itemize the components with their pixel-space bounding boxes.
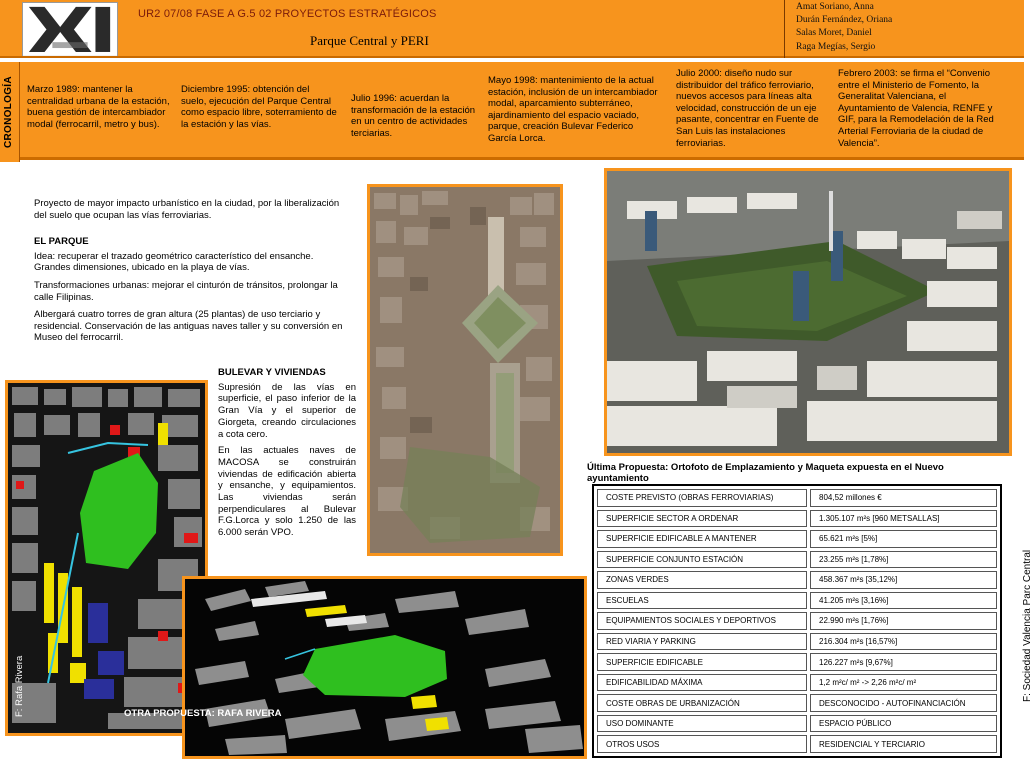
author-name: Durán Fernández, Oriana [796,15,893,26]
park-towers: Albergará cuatro torres de gran altura (25 plantas) de uso terciario y residencial. Conservación de las antiguas naves taller y su conversión en Museo del ferrocarril. [34,309,343,344]
data-table-body [597,489,997,753]
header [0,0,1024,58]
table-cell-value: 1,2 m²c/ m² -> 2,26 m²c/ m² [810,674,997,692]
table-row [597,489,997,507]
table-cell-label: ZONAS VERDES [597,571,807,589]
table-cell-value: ESPACIO PÚBLICO [810,715,997,733]
park-idea: Idea: recuperar el trazado geométrico característico del ensanche. Grandes dimensiones, ubicado en la playa de vías. [34,250,314,274]
boulevard-paragraph-1: Supresión de las vías en superficie, el paso inferior de la Gran Vía y el superior de Giorgeta, creando circulaciones a cota cero. [218,381,356,440]
table-cell-value: 458.367 m²s [35,12%] [810,571,997,589]
author-name: Salas Moret, Daniel [796,28,872,39]
timeline-label: CRONOLOGÍA [3,76,14,148]
render-3d-image [185,579,584,756]
timeline-band [0,60,1024,160]
model-photo [604,168,1012,456]
boulevard-paragraph-2: En las actuales naves de MACOSA se construirán viviendas de edificación abierta y ensanche, y equipamientos. Las viviendas serán perpendiculares al Bulevar F.G.Lorca y solo 1.250 de las 6.000 serán VPO. [218,445,356,539]
data-table-grid [594,486,1000,756]
author-name: Amat Soriano, Anna [796,2,874,12]
timeline-event-2003: Febrero 2003: se firma el “Convenio entre el Ministerio de Fomento, la Generalitat Valenciana, el Ayuntamiento de Valencia, RENFE y GIF, para la Remodelación de la Red Arterial Ferroviaria de la ciudad de Valencia”. [838,68,994,149]
park-heading: EL PARQUE [34,236,89,248]
table-cell-value: 1.305.107 m²s [960 METSALLAS] [810,510,997,528]
table-cell-label: SUPERFICIE SECTOR A ORDENAR [597,510,807,528]
table-cell-value: 41.205 m²s [3,16%] [810,592,997,610]
table-row [597,735,997,753]
table-cell-label: SUPERFICIE EDIFICABLE [597,653,807,671]
table-cell-value: 65.621 m²s [5%] [810,530,997,548]
table-cell-value: 22.990 m²s [1,76%] [810,612,997,630]
table-cell-label: COSTE PREVISTO (OBRAS FERROVIARIAS) [597,489,807,507]
table-row [597,694,997,712]
table-row [597,674,997,692]
table-cell-label: ESCUELAS [597,592,807,610]
table-cell-label: RED VIARIA Y PARKING [597,633,807,651]
photo-credit: F: Sociedad Valencia Parc Central [1022,549,1033,702]
table-cell-value: 804,52 millones € [810,489,997,507]
urban-data-table [592,484,1002,758]
table-cell-label: SUPERFICIE EDIFICABLE A MANTENER [597,530,807,548]
table-cell-label: EDIFICABILIDAD MÁXIMA [597,674,807,692]
table-cell-value: 216.304 m²s [16,57%] [810,633,997,651]
project-title: Parque Central y PERI [310,33,429,48]
three-d-proposal-render [182,576,587,759]
table-row [597,653,997,671]
aerial-orthophoto [367,184,563,556]
intro-text [34,198,344,350]
logo [22,2,118,56]
urban-plan-map [5,380,208,736]
aerial-photo-image [370,187,560,553]
boulevard-text [218,367,356,544]
table-cell-value: DESCONOCIDO - AUTOFINANCIACIÓN [810,694,997,712]
timeline-event-1995: Diciembre 1995: obtención del suelo, ejecución del Parque Central como espacio libre, soterramiento de la estación y las vías. [181,84,337,130]
author-name: Raga Megías, Sergio [796,41,876,52]
author-divider [784,0,785,58]
table-row [597,551,997,569]
table-cell-label: USO DOMINANTE [597,715,807,733]
course-line: UR2 07/08 FASE A G.5 02 PROYECTOS ESTRATÉGICOS [138,8,437,20]
timeline-label-box [0,62,20,162]
other-proposal-label: OTRA PROPUESTA: RAFA RIVERA [124,708,282,719]
table-cell-value: 23.255 m²s [1,78%] [810,551,997,569]
scale-model-image [607,171,1009,453]
table-row [597,592,997,610]
table-cell-label: OTROS USOS [597,735,807,753]
table-cell-value: 126.227 m²s [9,67%] [810,653,997,671]
park-transformations: Transformaciones urbanas: mejorar el cinturón de tránsitos, prolongar la calle Filipinas. [34,279,338,303]
table-cell-label: SUPERFICIE CONJUNTO ESTACIÓN [597,551,807,569]
table-row [597,612,997,630]
table-row [597,530,997,548]
table-row [597,571,997,589]
table-cell-label: EQUIPAMIENTOS SOCIALES Y DEPORTIVOS [597,612,807,630]
table-cell-label: COSTE OBRAS DE URBANIZACIÓN [597,694,807,712]
timeline-event-1998: Mayo 1998: mantenimiento de la actual estación, inclusión de un intercambiador modal, aparcamiento subterráneo, ajardinamiento del espacio vaciado, parque, creación Bulevar Federico García Lorca. [488,75,658,144]
boulevard-heading: BULEVAR Y VIVIENDAS [218,367,326,378]
table-row [597,510,997,528]
table-cell-value: RESIDENCIAL Y TERCIARIO [810,735,997,753]
timeline-event-2000: Julio 2000: diseño nudo sur distribuidor del tráfico ferroviario, nuevos accesos para líneas alta velocidad, construcción de un eje pasante, concentrar en Fuente de San Luis las instalaciones ferroviarias. [676,68,819,149]
author-list [796,1,892,54]
table-row [597,633,997,651]
table-row [597,715,997,733]
timeline-event-1989: Marzo 1989: mantener la centralidad urbana de la estación, buena gestión de intercambiador modal (ferrocarril, metro y bus). [27,84,170,130]
intro-summary: Proyecto de mayor impacto urbanístico en la ciudad, por la liberalización del suelo que ocupan las vías ferroviarias. [34,198,340,221]
plan-map-image [8,383,205,733]
xi-logo-icon [23,3,117,56]
plan-credit: F: Rafa Rivera [14,655,25,717]
timeline-event-1996: Julio 1996: acuerdan la transformación de la estación en un centro de actividades terciarias. [351,93,476,139]
model-caption: Última Propuesta: Ortofoto de Emplazamiento y Maqueta expuesta en el Nuevo ayuntamiento [587,462,944,484]
